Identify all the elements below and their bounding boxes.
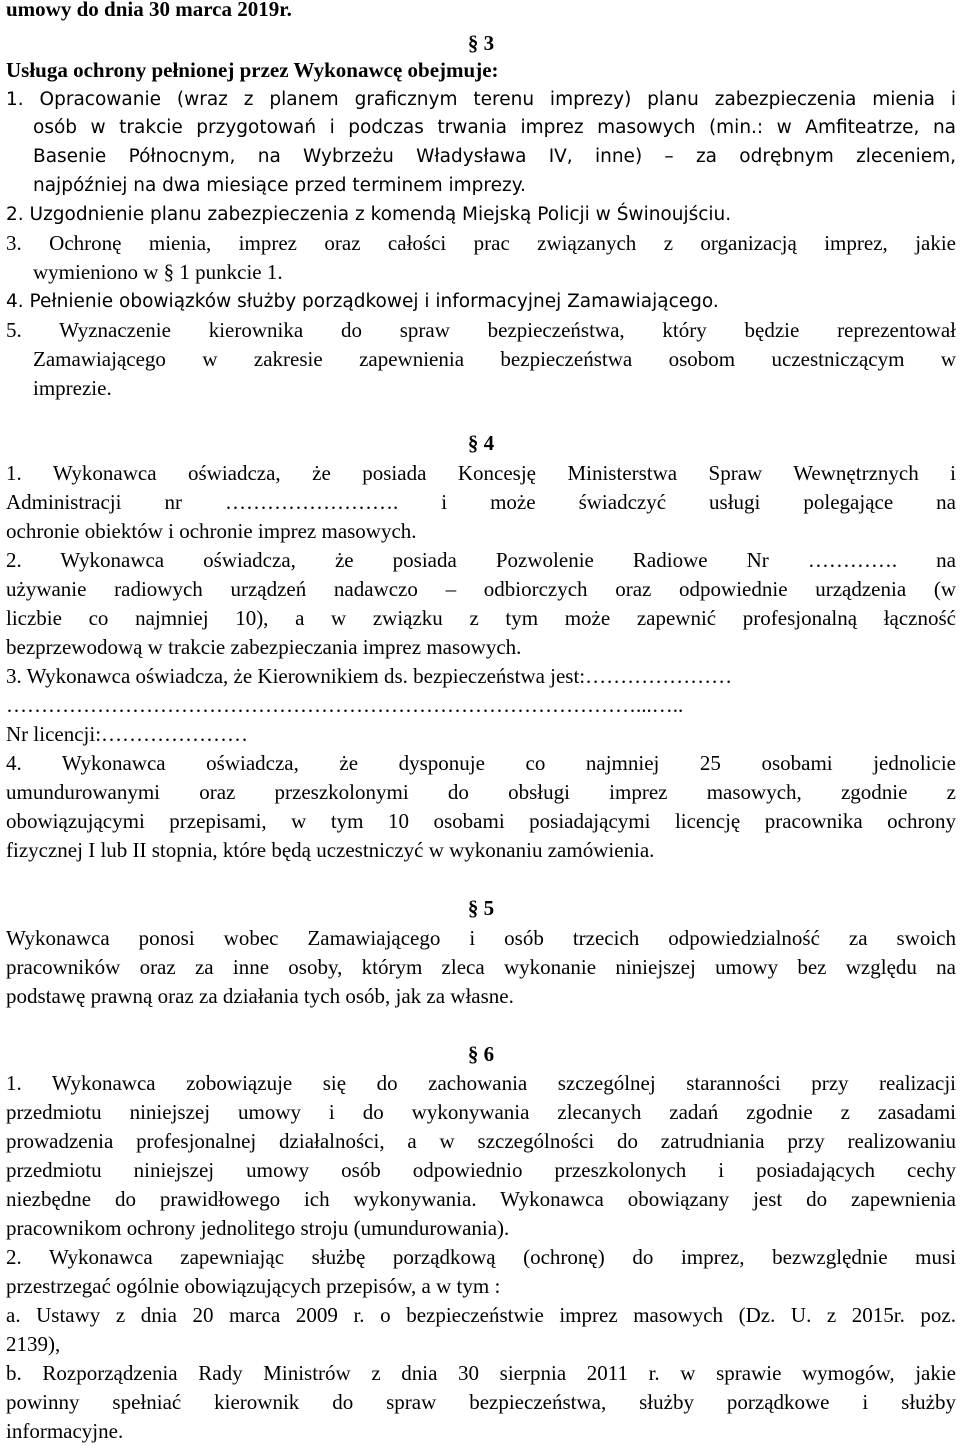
section-6-line: prowadzenia profesjonalnej działalności, a w szczególności do zatrudniania przy realizowaniu [6,1129,956,1153]
section-6-line: pracownikom ochrony jednolitego stroju (umundurowania). [6,1216,510,1240]
section-4-line: 2. Wykonawca oświadcza, że posiada Pozwolenie Radiowe Nr …………. na [6,548,956,572]
section-3-line: 5. Wyznaczenie kierownika do spraw bezpieczeństwa, który będzie reprezentował [6,318,956,342]
section-6-line: 2. Wykonawca zapewniając służbę porządkową (ochronę) do imprez, bezwzględnie musi [6,1245,956,1269]
section-3-line: imprezie. [33,376,112,400]
section-5-line: pracowników oraz za inne osoby, którym zleca wykonanie niniejszej umowy bez względu na [6,955,956,979]
section-3-lead: Usługa ochrony pełnionej przez Wykonawcę obejmuje: [6,58,499,82]
section-4-line: liczbie co najmniej 10), a w związku z tym może zapewnić profesjonalną łączność [6,606,956,630]
section-6-line: b. Rozporządzenia Rady Ministrów z dnia 30 sierpnia 2011 r. w sprawie wymogów, jakie [6,1361,956,1385]
section-3-line: 3. Ochronę mienia, imprez oraz całości prac związanych z organizacją imprez, jakie [6,231,956,255]
section-3-line: 2. Uzgodnienie planu zabezpieczenia z komendą Miejską Policji w Świnoujściu. [6,204,732,225]
section-5-line: Wykonawca ponosi wobec Zamawiającego i osób trzecich odpowiedzialność za swoich [6,926,956,950]
section-4-line: Administracji nr ……………………. i może świadczyć usługi polegające na [6,490,956,514]
section-6-line: przedmiotu niniejszej umowy osób odpowiednio przeszkolonych i posiadających cechy [6,1158,956,1182]
section-4-line: Nr licencji:………………… [6,722,249,746]
section-3-heading: § 3 [467,31,495,55]
section-4-line: ………………………………………………………………………………...….. [6,693,684,717]
section-4-line: używanie radiowych urządzeń nadawczo – odbiorczych oraz odpowiednie urządzenia (w [6,577,956,601]
section-3-line: Basenie Północnym, na Wybrzeżu Władysława IV, inne) – za odrębnym zleceniem, [33,146,956,167]
section-6-line: 2139), [6,1332,61,1356]
section-6-line: niezbędne do prawidłowego ich wykonywania. Wykonawca obowiązany jest do zapewnienia [6,1187,956,1211]
section-4-line: ochronie obiektów i ochronie imprez masowych. [6,519,417,543]
section-3-line: Zamawiającego w zakresie zapewnienia bezpieczeństwa osobom uczestniczącym w [33,347,956,371]
section-4-line: 3. Wykonawca oświadcza, że Kierownikiem ds. bezpieczeństwa jest:………………… [6,664,733,688]
section-4-line: fizycznej I lub II stopnia, które będą uczestniczyć w wykonaniu zamówienia. [6,838,655,862]
section-4-line: umundurowanymi oraz przeszkolonymi do obsługi imprez masowych, zgodnie z [6,780,956,804]
section-6-line: powinny spełniać kierownik do spraw bezpieczeństwa, służby porządkowe i służby [6,1390,956,1414]
section-6-line: informacyjne. [6,1419,124,1443]
section-6-line: przestrzegać ogólnie obowiązujących przepisów, a w tym : [6,1274,501,1298]
section-6-line: przedmiotu niniejszej umowy i do wykonywania zlecanych zadań zgodnie z zasadami [6,1100,956,1124]
section-6-heading: § 6 [467,1042,495,1066]
section-5-line: podstawę prawną oraz za działania tych osób, jak za własne. [6,984,514,1008]
section-3-line: 1. Opracowanie (wraz z planem graficznym terenu imprezy) planu zabezpieczenia mienia i [6,89,956,110]
intro-line: umowy do dnia 30 marca 2019r. [6,0,292,21]
section-3-line: osób w trakcie przygotowań i podczas trwania imprez masowych (min.: w Amfiteatrze, na [33,117,956,138]
section-4-line: obowiązującymi przepisami, w tym 10 osobami posiadającymi licencję pracownika ochrony [6,809,956,833]
section-4-line: 1. Wykonawca oświadcza, że posiada Koncesję Ministerstwa Spraw Wewnętrznych i [6,461,956,485]
section-6-line: a. Ustawy z dnia 20 marca 2009 r. o bezpieczeństwie imprez masowych (Dz. U. z 2015r. poz. [6,1303,956,1327]
section-3-line: wymieniono w § 1 punkcie 1. [33,260,283,284]
section-3-line: najpóźniej na dwa miesiące przed terminem imprezy. [33,175,526,196]
section-6-line: 1. Wykonawca zobowiązuje się do zachowania szczególnej staranności przy realizacji [6,1071,956,1095]
section-3-line: 4. Pełnienie obowiązków służby porządkowej i informacyjnej Zamawiającego. [6,291,719,312]
section-4-heading: § 4 [467,431,495,455]
section-4-line: bezprzewodową w trakcie zabezpieczania imprez masowych. [6,635,522,659]
section-5-heading: § 5 [467,896,495,920]
section-4-line: 4. Wykonawca oświadcza, że dysponuje co najmniej 25 osobami jednolicie [6,751,956,775]
